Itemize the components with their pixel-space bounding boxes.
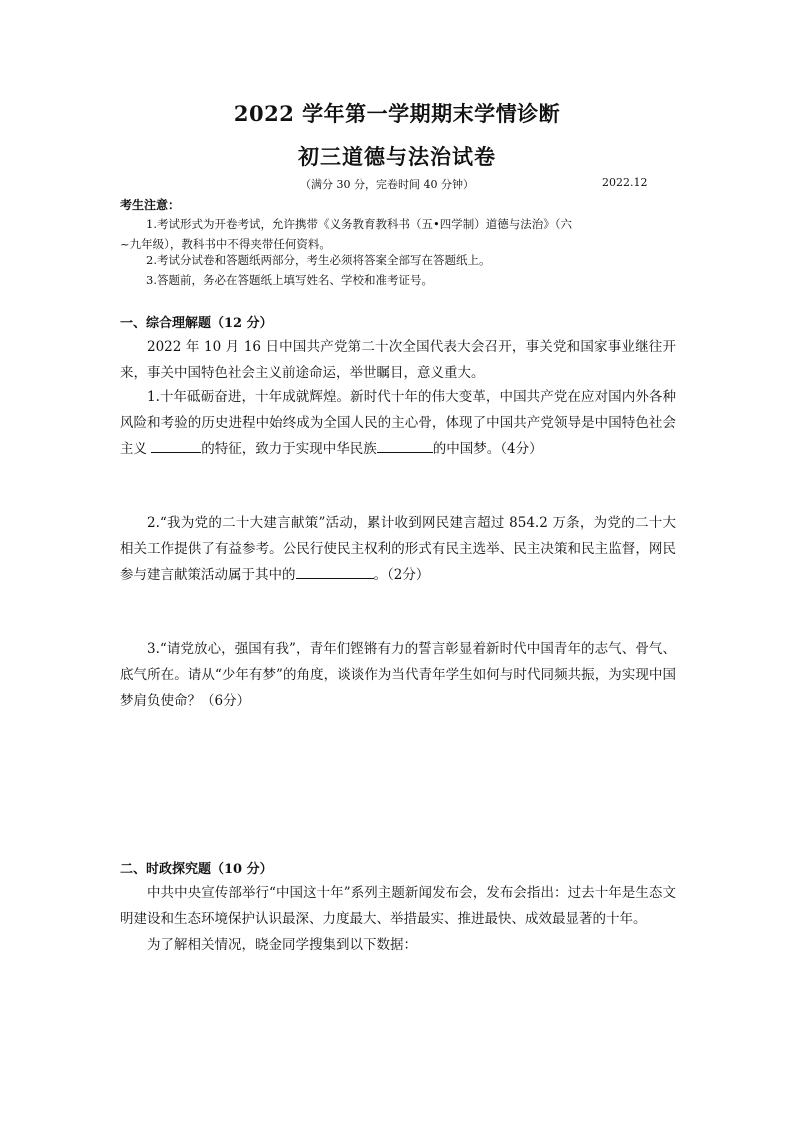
- section-2-heading: 二、时政探究题（10 分）: [120, 862, 273, 877]
- notice-item-1-line-1: 1.考试形式为开卷考试，允许携带《义务教育教科书（五•四学制）道德与法治》（六: [146, 217, 573, 231]
- answer-blank-1: [151, 438, 201, 453]
- exam-title: 2022 学年第一学期期末学情诊断: [233, 101, 561, 126]
- answer-blank-3: [296, 564, 374, 579]
- notice-item-2: 2.考试分试卷和答题纸两部分，考生必须将答案全部写在答题纸上。: [146, 253, 491, 267]
- question-1-text-b: 的特征，致力于实现中华民族: [201, 441, 377, 457]
- notice-item-1: [120, 214, 680, 254]
- question-1: [120, 384, 676, 462]
- section-1-heading: 一、综合理解题（12 分）: [120, 316, 273, 331]
- question-2-text-b: 。（2分）: [373, 567, 430, 583]
- exam-meta: （满分 30 分，完卷时间 40 分钟）: [300, 178, 474, 191]
- answer-blank-2: [377, 438, 433, 453]
- notice-heading: 考生注意：: [120, 198, 181, 212]
- section-1-intro: 2022 年 10 月 16 日中国共产党第二十次全国代表大会召开，事关党和国家事业继往开来，事关中国特色社会主义前途命运，举世瞩目，意义重大。: [120, 339, 676, 381]
- exam-date: 2022.12: [602, 176, 648, 189]
- question-1-text-c: 的中国梦。（4分）: [432, 441, 543, 457]
- question-2: [120, 510, 676, 588]
- notice-item-1-line-2: ~九年级），教科书中不得夹带任何资料。: [120, 237, 331, 251]
- notice-item-3: 3.答题前，务必在答题纸上填写姓名、学校和准考证号。: [146, 273, 433, 287]
- question-1-text-a: 1.十年砥砺奋进，十年成就辉煌。新时代十年的伟大变革，中国共产党在应对国内外各种风险和考验的历史进程中始终成为全国人民的主心骨，体现了中国共产党领导是中国特色社会主义: [120, 389, 676, 457]
- question-3: 3.“请党放心，强国有我”，青年们铿锵有力的誓言彰显着新时代中国青年的志气、骨气、底气所在。请从“少年有梦”的角度，谈谈作为当代青年学生如何与时代同频共振，为实现中国梦肩负使命？（6分）: [120, 641, 676, 709]
- exam-subject-title: 初三道德与法治试卷: [298, 144, 496, 169]
- section-2-intro: 中共中央宣传部举行“中国这十年”系列主题新闻发布会，发布会指出：过去十年是生态文明建设和生态环境保护认识最深、力度最大、举措最实、推进最快、成效最显著的十年。: [120, 885, 676, 927]
- question-2-text-a: 2.“我为党的二十大建言献策”活动，累计收到网民建言超过 854.2 万条，为党的二十大相关工作提供了有益参考。公民行使民主权利的形式有民主选举、民主决策和民主监督，网民参与建言献策活动属于其中的: [120, 515, 676, 583]
- section-2-intro-2: 为了解相关情况，晓金同学搜集到以下数据：: [147, 937, 417, 953]
